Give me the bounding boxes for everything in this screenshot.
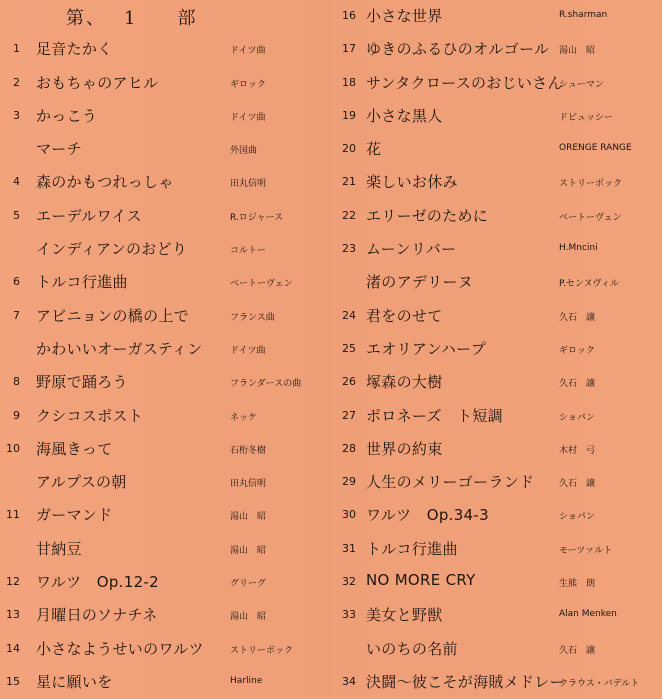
- program-row: [0, 666, 330, 699]
- program-row: [0, 166, 330, 199]
- program-title: 甘納豆: [36, 539, 82, 558]
- program-row: [330, 300, 662, 333]
- program-row: [0, 33, 330, 66]
- program-title: NO MORE CRY: [366, 571, 476, 590]
- program-number: 33: [342, 608, 356, 622]
- program-row: [330, 466, 662, 499]
- program-composer: 田丸信明: [230, 179, 267, 190]
- program-row: [330, 200, 662, 233]
- program-composer: クラウス・バデルト: [559, 678, 640, 689]
- program-title: 決闘～彼こそが海賊メドレー: [366, 672, 565, 691]
- program-composer: Harline: [230, 675, 263, 686]
- program-composer: フランダースの曲: [230, 379, 302, 390]
- program-number: 16: [342, 9, 356, 22]
- program-title: インディアンのおどり: [36, 240, 188, 259]
- program-title: 小さな黒人: [366, 106, 443, 125]
- program-composer: 石桁冬樹: [230, 445, 267, 456]
- program-title: ポロネーズ ト短調: [366, 406, 503, 425]
- program-row: [330, 499, 662, 532]
- program-composer: R.ロジャース: [230, 212, 284, 223]
- program-composer: グリーグ: [230, 579, 267, 590]
- program-row: [0, 0, 330, 33]
- program-title: 足音たかく: [36, 40, 113, 59]
- program-composer: Alan Menken: [559, 609, 617, 620]
- program-composer: 木村 弓: [559, 445, 596, 456]
- program-number: 12: [6, 575, 20, 589]
- program-title: トルコ行進曲: [366, 539, 458, 558]
- program-title: ガーマンド: [36, 506, 113, 525]
- program-number: 6: [13, 275, 20, 289]
- program-row: [0, 366, 330, 399]
- program-number: 17: [342, 42, 356, 56]
- program-composer: 外国曲: [230, 146, 258, 157]
- program-number: 32: [342, 575, 356, 589]
- program-row: [330, 0, 662, 33]
- program-number: 26: [342, 375, 356, 389]
- program-title: いのちの名前: [366, 639, 458, 658]
- program-composer: ネッケ: [230, 412, 258, 423]
- program-number: 20: [342, 142, 356, 156]
- program-row: [330, 566, 662, 599]
- program-title: マーチ: [36, 140, 82, 159]
- program-row: [330, 166, 662, 199]
- program-title: 野原で踊ろう: [36, 373, 128, 392]
- program-title: 花: [366, 140, 382, 159]
- program-row: [0, 200, 330, 233]
- program-title: エーデルワイス: [36, 206, 142, 225]
- program-composer: 久石 譲: [559, 479, 596, 490]
- program-number: 34: [342, 674, 356, 688]
- program-title: かわいいオーガスティン: [36, 339, 203, 358]
- program-title: 海風きって: [36, 439, 113, 458]
- program-title: ワルツ Op.12-2: [36, 573, 159, 592]
- program-row: [330, 433, 662, 466]
- program-title: 小さな世界: [366, 7, 443, 25]
- program-title: おもちゃのアヒル: [36, 73, 159, 92]
- program-number: 4: [13, 175, 20, 189]
- program-row: [0, 633, 330, 666]
- program-title: 渚のアデリーヌ: [366, 273, 474, 292]
- program-row: [0, 333, 330, 366]
- program-number: 3: [13, 108, 20, 122]
- program-composer: R.sharman: [559, 10, 608, 20]
- program-number: 5: [13, 208, 20, 222]
- program-title: 塚森の大樹: [366, 373, 443, 392]
- program-row: [330, 400, 662, 433]
- program-title: 世界の約束: [366, 439, 443, 458]
- program-title: 月曜日のソナチネ: [36, 606, 158, 625]
- program-number: 23: [342, 242, 356, 256]
- program-row: [0, 67, 330, 100]
- program-title: ゆきのふるひのオルゴール: [366, 40, 550, 59]
- program-number: 2: [13, 75, 20, 89]
- program-title: サンタクロースのおじいさん: [366, 73, 563, 92]
- program-number: 21: [342, 175, 356, 189]
- program-composer: P.センヌヴィル: [559, 279, 619, 290]
- program-title: トルコ行進曲: [36, 273, 128, 292]
- program-composer: ショパン: [559, 512, 595, 523]
- program-composer: ベートーヴェン: [559, 212, 622, 223]
- program-number: 28: [342, 441, 356, 455]
- program-composer: ギロック: [230, 79, 266, 90]
- program-row: [330, 633, 662, 666]
- program-title: 森のかもつれっしゃ: [36, 173, 174, 192]
- program-title: 星に願いを: [36, 672, 113, 691]
- program-row: [0, 400, 330, 433]
- program-composer: ストリーボック: [559, 179, 623, 190]
- program-row: [0, 133, 330, 166]
- program-number: 9: [13, 408, 20, 422]
- heading-char-4: 部: [177, 8, 198, 29]
- program-composer: 久石 譲: [559, 312, 596, 323]
- program-composer: ドビュッシー: [559, 112, 614, 123]
- program-number: 30: [342, 508, 356, 522]
- program-row: [330, 333, 662, 366]
- program-composer: 久石 譲: [559, 645, 596, 656]
- program-number: 19: [342, 108, 356, 122]
- heading-char-1: 第: [66, 8, 86, 29]
- program-row: [0, 599, 330, 632]
- heading-char-2: 、: [86, 8, 106, 29]
- program-number: 11: [6, 508, 20, 522]
- program-row: [330, 233, 662, 266]
- program-number: 13: [6, 608, 20, 622]
- program-title: かっこう: [36, 106, 98, 125]
- program-composer: ドイツ曲: [230, 46, 266, 57]
- program-row: [0, 566, 330, 599]
- program-row: [330, 33, 662, 66]
- program-title: アルプスの朝: [36, 473, 127, 492]
- program-composer: ギロック: [559, 345, 595, 356]
- program-row: [0, 433, 330, 466]
- program-number: 29: [342, 475, 356, 489]
- program-row: [0, 499, 330, 532]
- program-number: 14: [6, 641, 20, 655]
- program-composer: フランス曲: [230, 312, 275, 323]
- program-number: 1: [13, 42, 20, 56]
- left-program-list: [0, 0, 330, 699]
- program-row: [330, 666, 662, 699]
- program-title: 君をのせて: [366, 306, 443, 325]
- program-composer: シューマン: [559, 79, 604, 90]
- program-composer: 湯山 昭: [230, 512, 267, 523]
- program-title: ムーンリバー: [366, 240, 457, 259]
- program-title: 人生のメリーゴーランド: [366, 473, 535, 492]
- program-row: [330, 599, 662, 632]
- program-composer: 湯山 昭: [230, 612, 267, 623]
- program-composer: ドイツ曲: [230, 112, 266, 123]
- program-composer: ショパン: [559, 412, 595, 423]
- program-row: [330, 67, 662, 100]
- program-row: [330, 533, 662, 566]
- program-title: エオリアンハープ: [366, 339, 487, 358]
- program-composer: ORENGE RANGE: [559, 143, 632, 154]
- program-row: [0, 266, 330, 299]
- program-composer: H.Mncini: [559, 243, 598, 254]
- program-composer: ストリーボック: [230, 645, 294, 656]
- program-number: 31: [342, 541, 356, 555]
- program-title: クシコスポスト: [36, 406, 144, 425]
- program-number: 10: [6, 441, 20, 455]
- program-composer: 久石 譲: [559, 379, 596, 390]
- program-composer: 湯山 昭: [559, 46, 596, 57]
- program-title: アビニョンの橋の上で: [36, 306, 190, 325]
- program-composer: 湯山 昭: [230, 545, 267, 556]
- program-title: 美女と野獣: [366, 606, 443, 625]
- program-title: 小さなようせいのワルツ: [36, 639, 204, 658]
- program-row: [0, 300, 330, 333]
- program-number: 27: [342, 408, 356, 422]
- program-composer: ドイツ曲: [230, 345, 266, 356]
- heading-char-3: 1: [124, 8, 138, 29]
- program-row: [330, 133, 662, 166]
- program-composer: 田丸信明: [230, 479, 267, 490]
- program-row: [0, 100, 330, 133]
- program-row: [0, 533, 330, 566]
- program-number: 25: [342, 341, 356, 355]
- program-title: ワルツ Op.34-3: [366, 506, 489, 525]
- program-number: 24: [342, 308, 356, 322]
- program-composer: 生熊 朗: [559, 579, 596, 590]
- program-row: [330, 266, 662, 299]
- program-row: [330, 100, 662, 133]
- program-composer: ベートーヴェン: [230, 279, 293, 290]
- program-row: [0, 233, 330, 266]
- program-number: 8: [13, 375, 20, 389]
- program-row: [0, 466, 330, 499]
- program-row: [330, 366, 662, 399]
- program-title: 楽しいお休み: [366, 173, 458, 192]
- program-title: エリーゼのために: [366, 206, 489, 225]
- program-number: 15: [6, 674, 20, 688]
- program-number: 22: [342, 208, 356, 222]
- program-number: 18: [342, 75, 356, 89]
- right-program-list: [330, 0, 662, 699]
- program-composer: モーツァルト: [559, 545, 613, 556]
- program-composer: コルトー: [230, 246, 267, 257]
- program-number: 7: [13, 308, 20, 322]
